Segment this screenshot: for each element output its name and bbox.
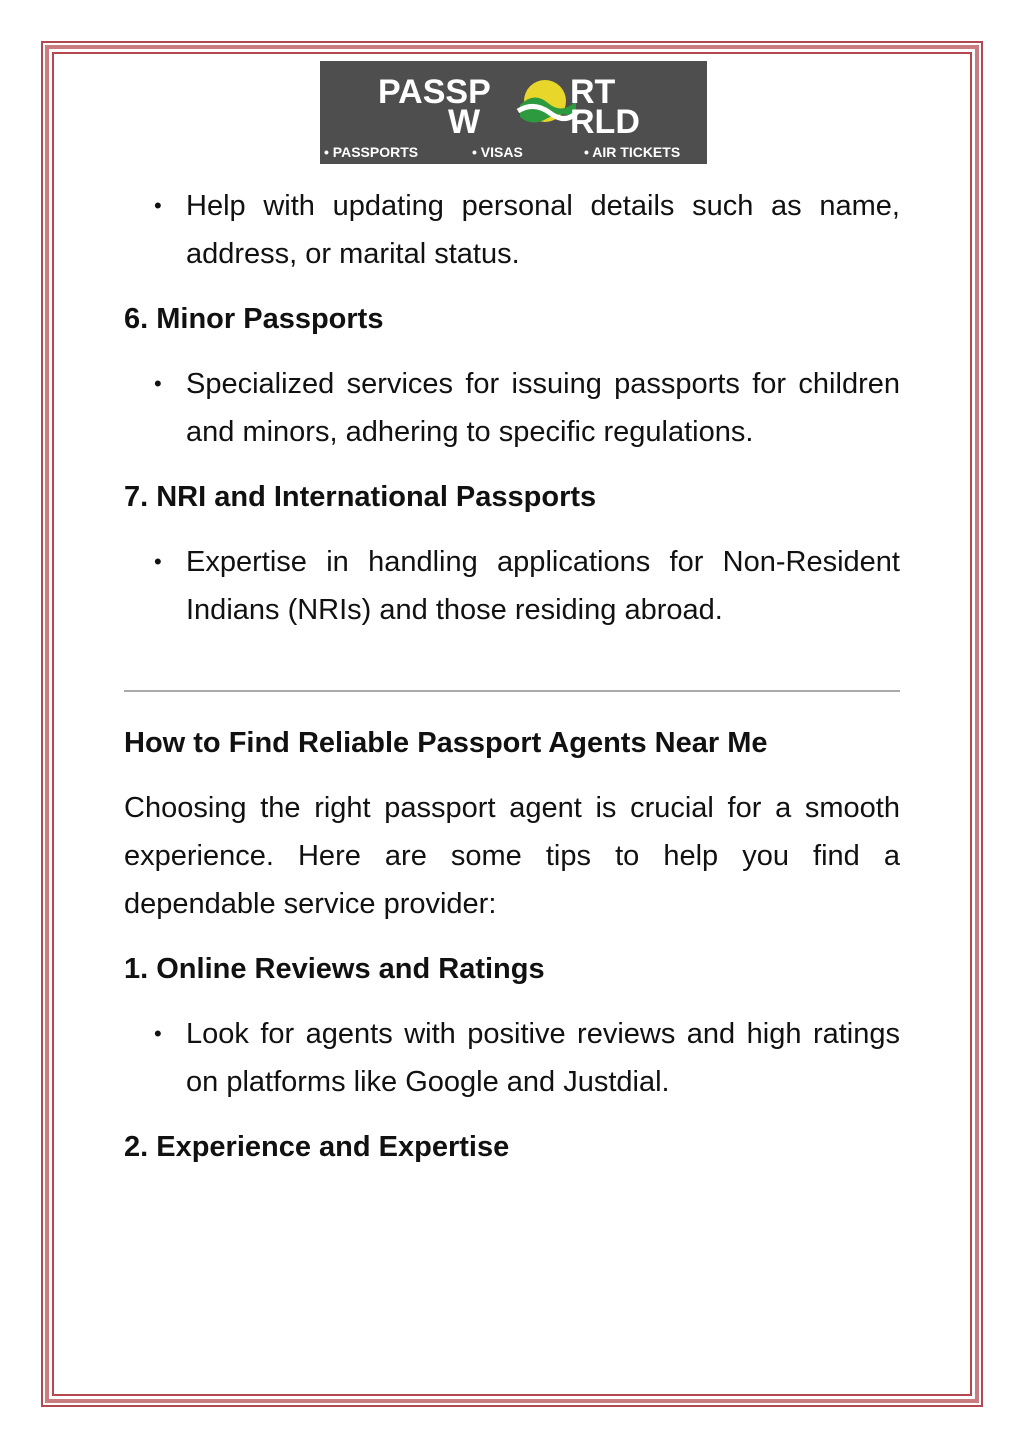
globe-wave-icon xyxy=(518,80,578,123)
bullet-icon: • xyxy=(154,193,162,218)
paragraph: Choosing the right passport agent is crucial for a smooth experience. Here are some tips to help you find a dependable service provider: xyxy=(124,792,900,920)
logo-tagline-passports: • PASSPORTS xyxy=(324,144,419,160)
logo-text-w: W xyxy=(448,103,481,141)
list-item-text: Specialized services for issuing passports for children and minors, adhering to specific regulations. xyxy=(186,368,900,448)
list-item-text: Help with updating personal details such as name, address, or marital status. xyxy=(186,190,900,270)
list-item xyxy=(124,360,900,456)
section-heading: 7. NRI and International Passports xyxy=(124,481,597,513)
logo-graphic xyxy=(320,61,707,164)
logo-tagline-visas: • VISAS xyxy=(472,144,523,160)
bullet-icon: • xyxy=(154,549,162,574)
bullet-icon: • xyxy=(154,1021,162,1046)
logo-text-rld: RLD xyxy=(570,103,640,141)
passport-world-logo xyxy=(320,61,707,164)
list-item xyxy=(124,538,900,634)
section-heading: 1. Online Reviews and Ratings xyxy=(124,953,545,985)
logo-text-rt: RT xyxy=(570,73,616,111)
logo-text-passp: PASSP xyxy=(378,73,491,111)
list-item-text: Look for agents with positive reviews and high ratings on platforms like Google and Justdial. xyxy=(186,1018,900,1098)
section-heading: How to Find Reliable Passport Agents Near Me xyxy=(124,727,768,759)
list-item-text: Expertise in handling applications for Non-Resident Indians (NRIs) and those residing abroad. xyxy=(186,546,900,626)
list-item xyxy=(124,182,900,278)
logo-tagline-air-tickets: • AIR TICKETS xyxy=(584,144,681,160)
bullet-icon: • xyxy=(154,371,162,396)
list-item xyxy=(124,1010,900,1106)
document-body xyxy=(124,182,900,1171)
section-heading: 6. Minor Passports xyxy=(124,303,384,335)
section-heading: 2. Experience and Expertise xyxy=(124,1131,510,1163)
horizontal-divider xyxy=(124,690,900,692)
